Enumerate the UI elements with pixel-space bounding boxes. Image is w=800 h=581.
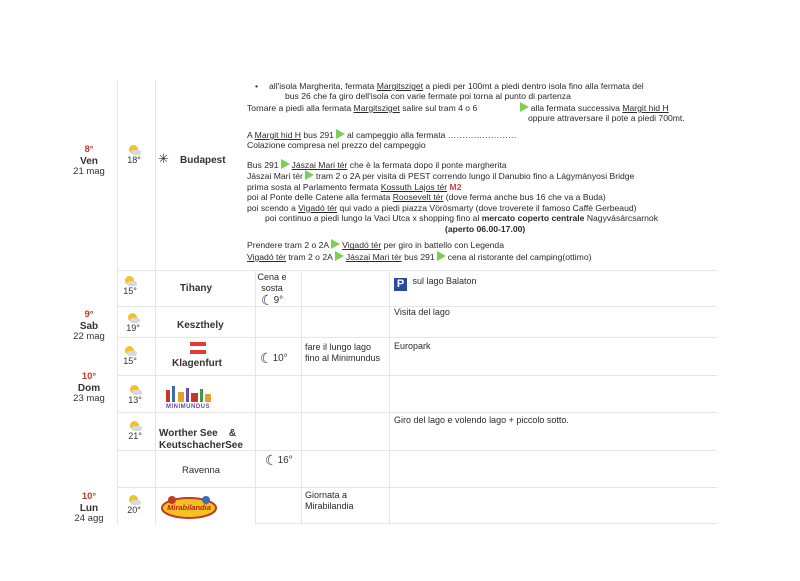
day-number: 10° [81,371,97,382]
weather-klagenfurt [113,346,147,367]
arrow-icon [281,159,290,169]
stop-link: Jászai Mari tér [345,251,402,262]
lungo-lago-note [305,342,380,364]
stop-link: Vigadó tér [298,202,338,213]
location-ravenna: Ravenna [182,465,221,476]
text: Mirabilandia [305,500,354,511]
grid-line [117,337,717,338]
parking-icon: P [394,278,407,291]
mirabilandia-logo [160,494,218,522]
stop-link: Margit hid H [622,102,669,113]
date: 24 agg [74,513,104,525]
location-keszthely: Keszthely [177,320,224,331]
stop-link: Margitsziget [376,81,424,91]
weather-keszthely [116,313,150,334]
partly-cloudy-icon [127,313,139,323]
partly-cloudy-icon [124,346,136,356]
temperature: 19° [126,323,140,333]
minimundus-logo [158,384,222,412]
weather-worther [118,421,152,442]
temperature: 15° [123,286,137,296]
moon-icon: ☾ [261,292,274,308]
text: fino al Minimundus [305,352,381,363]
jaszai-line [247,170,717,181]
temperature: 16° [277,455,293,466]
temperature: 10° [272,353,288,364]
bus-291-line [247,159,717,170]
location-klagenfurt: Klagenfurt [172,358,222,369]
bullet-line-1 [247,81,717,91]
text: prima sosta al Parlamento fermata [247,181,381,192]
temperature: 20° [127,505,141,515]
visita-lago-note: Visita del lago [394,307,450,317]
text: Nagyvásárcsarnok [584,213,658,224]
bullet-line-2: bus 26 che fa giro dell'isola con varie fermate poi torna al punto di partenza [285,91,571,102]
prima-sosta-line [247,182,717,192]
text: alla fermata successiva [530,102,623,113]
minimundus-wordmark: MINIMUNDUS [166,404,210,411]
text: (dove ferma anche bus 16 che va a Buda) [443,192,606,203]
text: Tornare a piedi alla fermata [247,102,354,113]
text: Jászai Mari tér [247,171,303,182]
date: 21 mag [73,166,105,178]
weekday: Lun [79,502,99,514]
text: cena al ristorante del camping(ottimo) [447,251,592,262]
location-budapest: Budapest [180,155,226,166]
text: che è la fermata dopo il ponte margherita [347,159,507,170]
day-number: 9° [84,309,94,320]
weekday: Sab [79,320,99,332]
stop-link: Margitsziget [353,102,400,113]
text: poi continuo a piedi lungo la Vaci Utca x shopping fino al [265,213,482,224]
vigado-line [247,251,717,262]
weather-budapest [117,145,151,166]
partly-cloudy-icon [128,145,140,155]
partly-cloudy-icon [129,421,141,431]
grid-line [117,270,717,271]
stop-link: Jászai Mari tér [291,159,348,170]
temperature: 15° [123,356,137,366]
text: bus 291 [401,251,435,262]
moon-icon: ☾ [260,350,273,366]
arrow-icon [520,102,529,112]
snowflake-icon: ✳ [158,151,169,166]
text: poi scendo a [247,202,299,213]
text: A [247,129,255,140]
moon-temp-16 [265,452,293,469]
prendere-line [247,239,717,250]
minimundus-skyline-icon [158,384,222,402]
weekday: Dom [77,382,101,394]
text: a piedi per 100mt a piedi dentro isola fino alla fermata del [423,81,644,91]
colazione-line: Colazione compresa nel prezzo del campeggio [247,140,426,151]
text: fare il lungo lago [305,342,372,352]
vaci-line [247,213,717,223]
ponte-line [247,192,717,202]
grid-line [117,487,717,488]
temperature: 21° [128,431,142,441]
cena-sosta-note [257,272,287,294]
text: tram 2 o 2A per visita di PEST correndo lungo il Danubio fino a Lágymányosi Bridge [315,171,635,182]
text: al campeggio alla fermata …………………… [346,129,517,140]
stop-link: Vigadó tér [247,251,287,262]
parking-balaton-note [394,276,477,291]
moon-icon: ☾ [265,452,278,468]
location-worther-line2: KeutschacherSee [159,440,243,451]
grid-line [117,375,717,376]
arrow-icon [305,170,314,180]
grid-line [117,412,717,413]
moon-temp-10 [260,350,288,367]
text: sul lago Balaton [412,276,477,286]
day-number: 10° [81,491,97,502]
arrow-icon [335,251,344,261]
moon-temp-9 [261,292,283,309]
aperto-line: (aperto 06.00-17.00) [445,223,526,234]
text: sosta [261,282,283,293]
partly-cloudy-icon [124,276,136,286]
text: salire sul tram 4 o 6 [399,102,478,113]
stop-link: Roosevelt tér [392,192,444,203]
partly-cloudy-icon [129,385,141,395]
temperature: 13° [128,395,142,405]
text: mercato coperto centrale [481,213,585,224]
weather-mirabilandia [117,495,151,516]
arrow-icon [437,251,446,261]
return-line-2: oppure attraversare il pote a piedi 700mt. [528,113,685,124]
arrow-icon [331,239,340,249]
text: Giornata a [305,490,348,500]
weather-minimundus [118,385,152,406]
stop-link: Margit hid H [254,129,301,140]
date: 22 mag [73,331,105,343]
text: qui vado a piedi piazza Vörösmarty (dove troverete il famoso Caffè Gerbeaud) [337,202,637,213]
budapest-itinerary [247,81,717,262]
austria-flag-icon [190,342,206,354]
stop-link: Kossuth Lajos tér [380,181,448,192]
weekday: Ven [80,155,98,167]
location-worther-line1: Worther See & [159,428,237,439]
grid-line [255,523,717,524]
return-line [247,102,717,113]
temperature: 9° [273,295,284,306]
text: tram 2 o 2A [286,251,333,262]
text: bus 291 [300,129,334,140]
text: per giro in battello con Legenda [381,240,504,251]
location-tihany: Tihany [180,283,213,294]
day-number: 8° [84,144,94,155]
date: 23 mag [73,393,105,405]
giornata-note [305,490,354,512]
text: Bus 291 [247,159,279,170]
grid-line [155,80,156,525]
text: Cena e [257,272,287,282]
arrow-icon [336,129,345,139]
temperature: 18° [127,155,141,165]
europark-note: Europark [394,341,431,351]
a-margit-line [247,129,717,140]
text: poi al Ponte delle Catene alla fermata [247,192,393,203]
weather-tihany [113,276,147,297]
partly-cloudy-icon [128,495,140,505]
text: all'isola Margherita, fermata [269,81,377,91]
day-label-dom [49,372,129,405]
giro-lago-note: Giro del lago e volendo lago + piccolo sotto. [394,415,569,425]
stop-link: Vigadó tér [342,240,382,251]
text: Prendere tram 2 o 2A [247,240,330,251]
metro-m2-badge: M2 [449,181,462,192]
scendo-line [247,203,717,213]
mirabilandia-wordmark: Mirabilandia [167,503,211,512]
bullet-dot: • [255,81,259,91]
